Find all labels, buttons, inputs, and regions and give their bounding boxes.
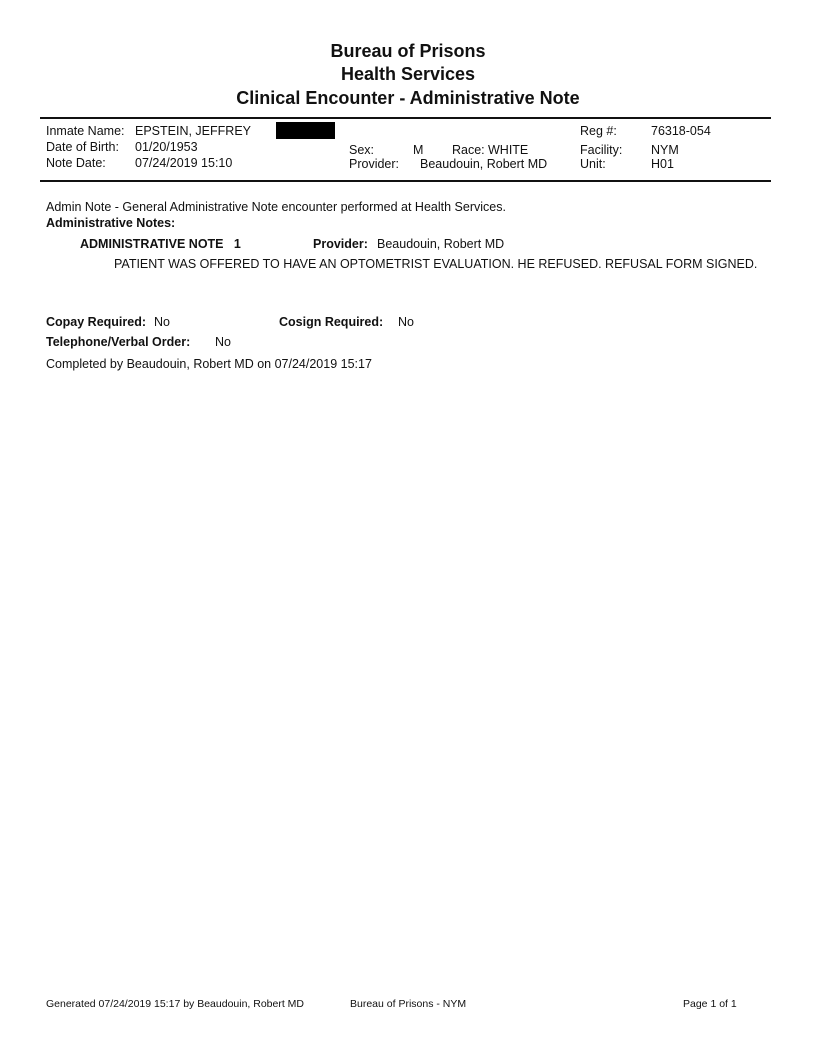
top-rule — [40, 117, 771, 119]
unit-label: Unit: — [580, 157, 606, 171]
cosign-value: No — [398, 315, 414, 329]
footer-page-number: Page 1 of 1 — [683, 998, 737, 1010]
telephone-order-value: No — [215, 335, 231, 349]
inmate-name-label: Inmate Name: — [46, 124, 125, 138]
cosign-label: Cosign Required: — [279, 315, 384, 329]
completed-by-line: Completed by Beaudouin, Robert MD on 07/24/2019 15:17 — [46, 357, 372, 371]
note-date-value: 07/24/2019 15:10 — [135, 156, 233, 170]
unit-value: H01 — [651, 157, 674, 171]
administrative-notes-heading: Administrative Notes: — [46, 216, 176, 230]
note-date-label: Note Date: — [46, 156, 106, 170]
sex-value: M — [413, 143, 424, 157]
reg-value: 76318-054 — [651, 124, 711, 138]
provider-value: Beaudouin, Robert MD — [420, 157, 548, 171]
note-title: ADMINISTRATIVE NOTE 1 — [80, 237, 241, 251]
copay-value: No — [154, 315, 170, 329]
facility-value: NYM — [651, 143, 679, 157]
redaction-box — [276, 122, 335, 139]
race-label: Race: — [452, 143, 485, 157]
bottom-rule — [40, 180, 771, 182]
header-agency: Bureau of Prisons — [330, 41, 486, 61]
copay-label: Copay Required: — [46, 315, 147, 329]
note-text: PATIENT WAS OFFERED TO HAVE AN OPTOMETRIST EVALUATION. HE REFUSED. REFUSAL FORM SIGNED. — [114, 257, 758, 271]
facility-label: Facility: — [580, 143, 623, 157]
footer-generated: Generated 07/24/2019 15:17 by Beaudouin, Robert MD — [46, 998, 305, 1010]
telephone-order-label: Telephone/Verbal Order: — [46, 335, 191, 349]
sex-label: Sex: — [349, 143, 375, 157]
header-department: Health Services — [340, 64, 476, 84]
note-provider-value: Beaudouin, Robert MD — [377, 237, 505, 251]
dob-label: Date of Birth: — [46, 140, 119, 154]
note-provider-label: Provider: — [313, 237, 368, 251]
footer-facility: Bureau of Prisons - NYM — [350, 998, 467, 1010]
admin-note-summary: Admin Note - General Administrative Note encounter performed at Health Services. — [46, 200, 506, 214]
inmate-name-value: EPSTEIN, JEFFREY — [135, 124, 251, 138]
provider-label: Provider: — [349, 157, 400, 171]
header-document-type: Clinical Encounter - Administrative Note — [236, 88, 580, 108]
dob-value: 01/20/1953 — [135, 140, 198, 154]
race-value: WHITE — [488, 143, 529, 157]
reg-label: Reg #: — [580, 124, 617, 138]
